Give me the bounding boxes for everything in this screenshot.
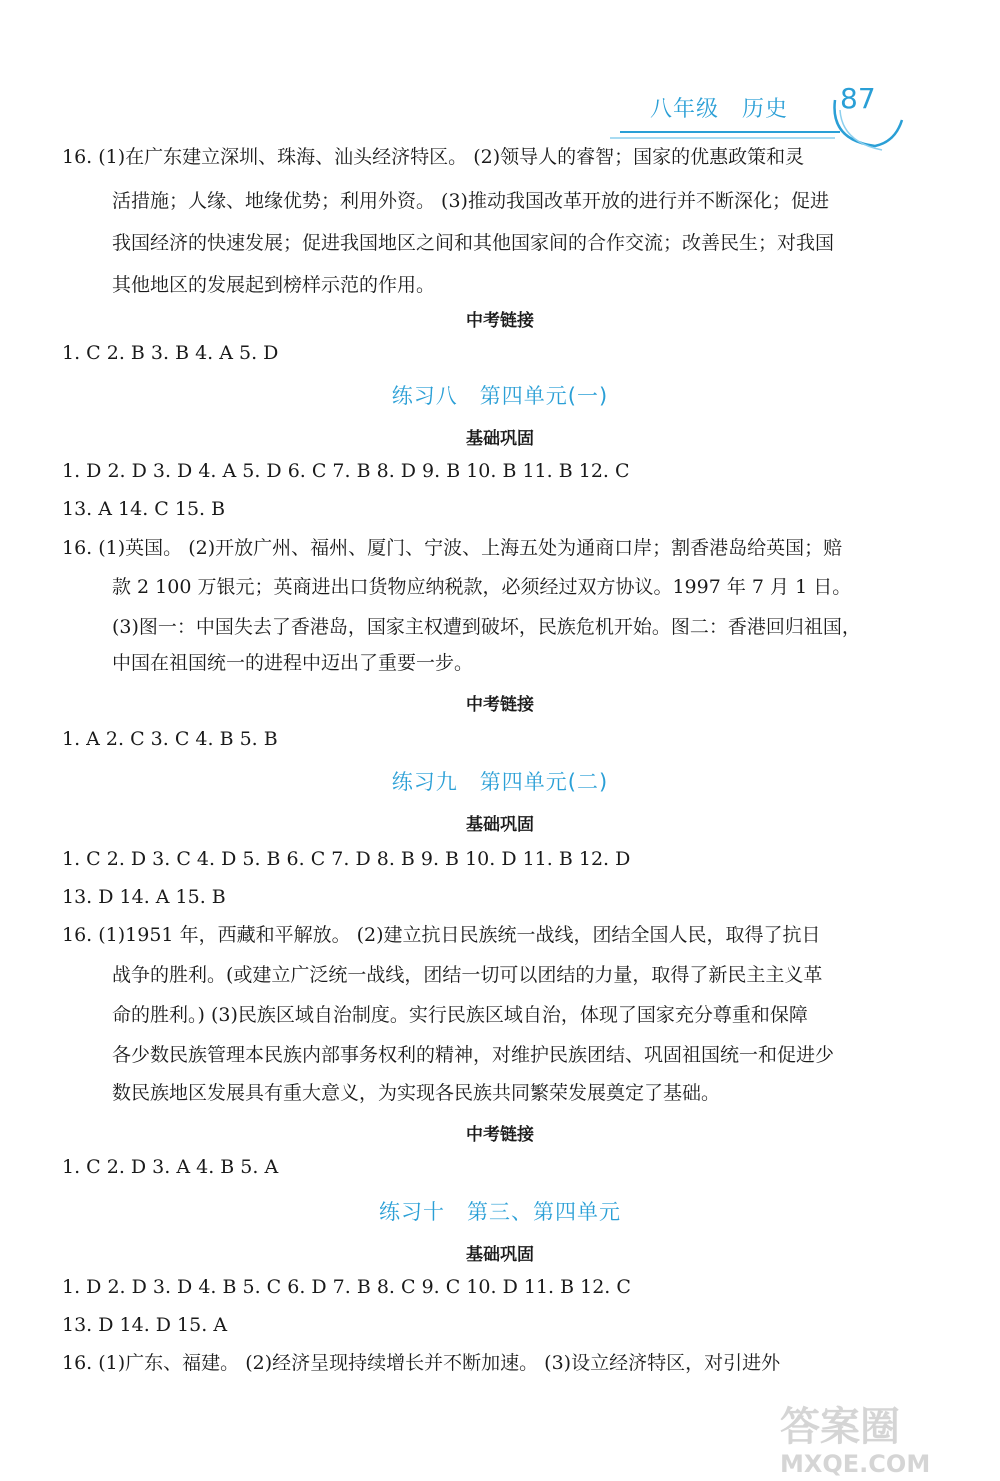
answer-line: 16. (1)广东、福建。 (2)经济呈现持续增长并不断加速。 (3)设立经济特区，对引进外: [62, 1352, 781, 1374]
answer-line: 1. A 2. C 3. C 4. B 5. B: [62, 728, 278, 750]
header-title: 八年级 历史: [650, 97, 789, 122]
watermark-logo: [770, 1400, 995, 1476]
section-subheading: 基础巩固: [466, 1245, 534, 1265]
section-subheading: 中考链接: [466, 1125, 534, 1145]
answer-line: 13. A 14. C 15. B: [62, 498, 226, 520]
answer-line: 13. D 14. D 15. A: [62, 1314, 228, 1336]
answer-line: 命的胜利。) (3)民族区域自治制度。实行民族区域自治，体现了国家充分尊重和保障: [112, 1004, 808, 1026]
section-subheading: 中考链接: [466, 311, 534, 331]
exercise-title: 练习九 第四单元(二): [391, 770, 609, 794]
answer-line: 16. (1)在广东建立深圳、珠海、汕头经济特区。 (2)领导人的睿智；国家的优惠政策和灵: [62, 146, 805, 168]
section-subheading: 中考链接: [466, 695, 534, 715]
answer-line: 我国经济的快速发展；促进我国地区之间和其他国家间的合作交流；改善民生；对我国: [112, 232, 835, 254]
answer-line: 活措施；人缘、地缘优势；利用外资。 (3)推动我国改革开放的进行并不断深化；促进: [112, 190, 829, 212]
section-subheading: 基础巩固: [466, 429, 534, 449]
page-number: 87: [840, 82, 876, 115]
exercise-title: 练习十 第三、第四单元: [379, 1200, 621, 1224]
answer-line: 13. D 14. A 15. B: [62, 886, 226, 908]
watermark-top-text: 答案圈: [780, 1404, 900, 1450]
answer-line: 1. C 2. D 3. A 4. B 5. A: [62, 1156, 279, 1178]
answer-line: 1. D 2. D 3. D 4. A 5. D 6. C 7. B 8. D 9. B 10. B 11. B 12. C: [62, 460, 630, 482]
section-subheading: 基础巩固: [466, 815, 534, 835]
answer-line: 其他地区的发展起到榜样示范的作用。: [112, 274, 436, 296]
answer-line: 1. C 2. B 3. B 4. A 5. D: [62, 342, 279, 364]
watermark-bottom-text: MXQE.COM: [780, 1450, 931, 1476]
answer-line: 款 2 100 万银元；英商进出口货物应纳税款，必须经过双方协议。1997 年 7 月 1 日。: [112, 576, 852, 598]
exercise-title: 练习八 第四单元(一): [391, 384, 609, 408]
answer-line: 16. (1)1951 年，西藏和平解放。 (2)建立抗日民族统一战线，团结全国人民，取得了抗日: [62, 924, 821, 946]
answer-line: (3)图一：中国失去了香港岛，国家主权遭到破坏，民族危机开始。图二：香港回归祖国，: [112, 616, 861, 638]
answer-line: 1. D 2. D 3. D 4. B 5. C 6. D 7. B 8. C 9. C 10. D 11. B 12. C: [62, 1276, 631, 1298]
answer-line: 战争的胜利。(或建立广泛统一战线，团结一切可以团结的力量，取得了新民主主义革: [112, 964, 823, 986]
answer-line: 中国在祖国统一的进程中迈出了重要一步。: [112, 652, 474, 674]
answer-line: 各少数民族管理本民族内部事务权利的精神，对维护民族团结、巩固祖国统一和促进少: [112, 1044, 835, 1066]
answer-line: 1. C 2. D 3. C 4. D 5. B 6. C 7. D 8. B 9. B 10. D 11. B 12. D: [62, 848, 631, 870]
answer-line: 数民族地区发展具有重大意义，为实现各民族共同繁荣发展奠定了基础。: [112, 1082, 721, 1104]
answer-line: 16. (1)英国。 (2)开放广州、福州、厦门、宁波、上海五处为通商口岸；割香港岛给英国；赔: [62, 537, 843, 559]
